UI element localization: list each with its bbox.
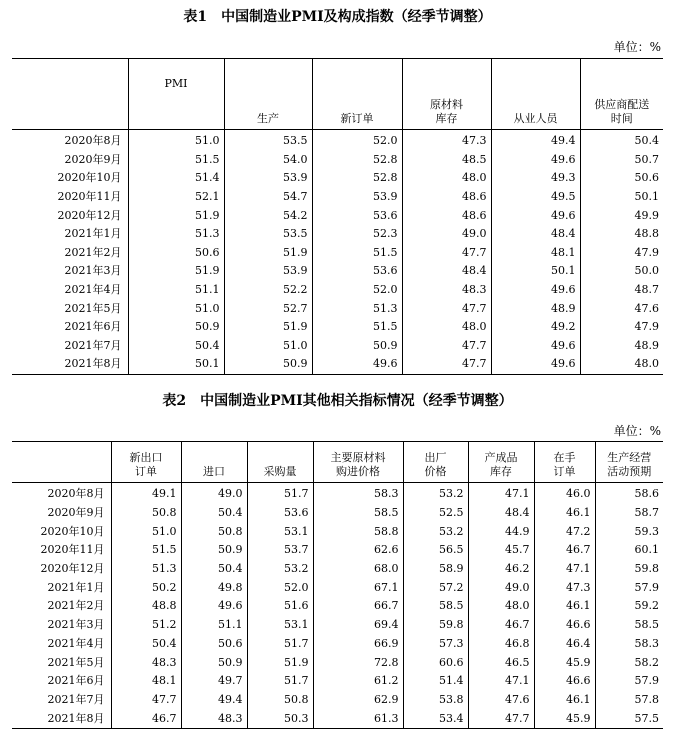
table2-row [12,635,663,654]
data-cell: 53.5 [224,225,312,244]
table1-row [12,169,663,188]
data-cell: 47.1 [468,672,534,691]
row-label: 2020年8月 [47,487,105,501]
data-cell: 66.7 [313,597,403,616]
data-cell: 52.3 [312,225,402,244]
data-cell: 46.1 [534,691,595,710]
data-cell: 51.2 [111,616,181,635]
data-cell: 53.7 [247,541,313,560]
data-cell: 49.6 [312,355,402,374]
data-cell: 49.1 [111,483,181,504]
data-cell: 47.7 [402,299,491,318]
table1-header-pmi: PMI [128,59,224,130]
data-cell: 49.6 [491,206,580,225]
data-cell: 48.8 [580,225,663,244]
table1-row [12,151,663,170]
data-cell: 45.9 [534,653,595,672]
row-label: 2021年8月 [47,711,105,725]
data-cell: 72.8 [313,653,403,672]
table1-row [12,355,663,374]
data-cell: 52.5 [403,504,468,523]
data-cell: 69.4 [313,616,403,635]
data-cell: 50.6 [181,635,247,654]
data-cell: 53.5 [224,130,312,151]
data-cell: 53.2 [247,560,313,579]
data-cell: 51.0 [111,522,181,541]
data-cell: 44.9 [468,522,534,541]
table1-row [12,130,663,151]
data-cell: 52.8 [312,169,402,188]
data-cell: 51.4 [403,672,468,691]
data-cell: 53.9 [312,188,402,207]
row-label: 2021年1月 [47,580,105,594]
data-cell: 51.9 [224,244,312,263]
data-cell: 45.9 [534,709,595,728]
data-cell: 49.4 [491,130,580,151]
table2-row [12,672,663,691]
data-cell: 53.2 [403,483,468,504]
data-cell: 51.9 [128,262,224,281]
data-cell: 49.6 [491,151,580,170]
data-cell: 58.3 [595,635,663,654]
row-label: 2021年6月 [47,674,105,688]
table1-header-new-orders: 新订单 [312,59,402,130]
data-cell: 46.7 [111,709,181,728]
data-cell: 50.4 [580,130,663,151]
data-cell: 48.4 [402,262,491,281]
data-cell: 51.9 [247,653,313,672]
row-label: 2021年4月 [47,636,105,650]
table1-row [12,262,663,281]
data-cell: 48.4 [468,504,534,523]
data-cell: 60.1 [595,541,663,560]
data-cell: 48.1 [491,244,580,263]
data-cell: 49.4 [181,691,247,710]
table2-row [12,653,663,672]
row-label: 2021年7月 [47,692,105,706]
data-cell: 50.4 [181,504,247,523]
data-cell: 50.9 [181,541,247,560]
data-cell: 47.7 [468,709,534,728]
data-cell: 58.6 [595,483,663,504]
table2-header-output-prices: 出厂 价格 [403,442,468,483]
data-cell: 48.5 [402,151,491,170]
data-cell: 50.8 [247,691,313,710]
data-cell: 52.2 [224,281,312,300]
data-cell: 46.6 [534,616,595,635]
table2-row [12,483,663,504]
data-cell: 47.7 [402,244,491,263]
data-cell: 50.9 [128,318,224,337]
row-label: 2021年2月 [47,599,105,613]
data-cell: 51.9 [224,318,312,337]
data-cell: 57.5 [595,709,663,728]
data-cell: 68.0 [313,560,403,579]
table2-header-imports: 进口 [181,442,247,483]
table2-unit: 单位：% [613,424,661,438]
table1-row [12,337,663,356]
data-cell: 48.7 [580,281,663,300]
data-cell: 50.4 [111,635,181,654]
data-cell: 46.1 [534,504,595,523]
data-cell: 52.0 [247,578,313,597]
data-cell: 49.6 [181,597,247,616]
table1-title: 表1 中国制造业PMI及构成指数（经季节调整） [183,9,492,25]
table1-unit: 单位：% [613,40,661,54]
data-cell: 46.5 [468,653,534,672]
data-cell: 59.3 [595,522,663,541]
data-cell: 51.9 [128,206,224,225]
data-cell: 48.0 [468,597,534,616]
data-cell: 53.8 [403,691,468,710]
data-cell: 57.8 [595,691,663,710]
table1-header-supplier-delivery-time: 供应商配送 时间 [580,59,663,130]
data-cell: 59.2 [595,597,663,616]
table2-row [12,560,663,579]
table2-row [12,504,663,523]
data-cell: 46.0 [534,483,595,504]
data-cell: 49.3 [491,169,580,188]
table2-row [12,578,663,597]
data-cell: 58.9 [403,560,468,579]
data-cell: 46.6 [534,672,595,691]
data-cell: 50.9 [224,355,312,374]
data-cell: 48.4 [491,225,580,244]
data-cell: 51.0 [128,130,224,151]
data-cell: 66.9 [313,635,403,654]
table1-header-raw-material-inventory: 原材料 库存 [402,59,491,130]
table2-header-purchase-quantity: 采购量 [247,442,313,483]
table1-row [12,299,663,318]
data-cell: 47.7 [402,355,491,374]
data-cell: 57.9 [595,672,663,691]
data-cell: 51.1 [181,616,247,635]
data-cell: 53.6 [312,262,402,281]
table1-header-row [12,59,663,130]
data-cell: 51.0 [128,299,224,318]
data-cell: 46.7 [468,616,534,635]
data-cell: 48.3 [181,709,247,728]
table1-row [12,188,663,207]
data-cell: 49.6 [491,355,580,374]
data-cell: 49.6 [491,337,580,356]
data-cell: 61.2 [313,672,403,691]
table1-header-employment: 从业人员 [491,59,580,130]
table1-corner-cell [12,59,128,130]
data-cell: 52.0 [312,281,402,300]
data-cell: 52.8 [312,151,402,170]
data-cell: 48.6 [402,188,491,207]
data-cell: 46.1 [534,597,595,616]
data-cell: 53.2 [403,522,468,541]
table2 [12,441,663,729]
data-cell: 51.3 [312,299,402,318]
data-cell: 49.0 [468,578,534,597]
table2-row [12,597,663,616]
data-cell: 50.4 [181,560,247,579]
data-cell: 51.5 [128,151,224,170]
data-cell: 48.8 [111,597,181,616]
table2-row [12,709,663,728]
data-cell: 53.6 [247,504,313,523]
data-cell: 50.8 [111,504,181,523]
data-cell: 53.9 [224,262,312,281]
data-cell: 54.2 [224,206,312,225]
data-cell: 51.7 [247,635,313,654]
table1-header-production: 生产 [224,59,312,130]
data-cell: 59.8 [595,560,663,579]
data-cell: 48.3 [402,281,491,300]
data-cell: 49.0 [181,483,247,504]
data-cell: 47.9 [580,318,663,337]
data-cell: 52.7 [224,299,312,318]
data-cell: 58.7 [595,504,663,523]
data-cell: 58.2 [595,653,663,672]
data-cell: 48.6 [402,206,491,225]
data-cell: 50.6 [580,169,663,188]
data-cell: 58.5 [403,597,468,616]
table2-corner-cell [12,442,111,483]
data-cell: 49.8 [181,578,247,597]
data-cell: 51.7 [247,483,313,504]
table2-row [12,616,663,635]
data-cell: 50.2 [111,578,181,597]
data-cell: 50.9 [312,337,402,356]
data-cell: 62.9 [313,691,403,710]
data-cell: 54.0 [224,151,312,170]
data-cell: 49.7 [181,672,247,691]
data-cell: 51.1 [128,281,224,300]
data-cell: 47.6 [468,691,534,710]
table1-row [12,225,663,244]
data-cell: 50.4 [128,337,224,356]
data-cell: 61.3 [313,709,403,728]
data-cell: 58.5 [313,504,403,523]
data-cell: 54.7 [224,188,312,207]
data-cell: 52.0 [312,130,402,151]
data-cell: 46.8 [468,635,534,654]
data-cell: 57.9 [595,578,663,597]
data-cell: 48.9 [491,299,580,318]
data-cell: 51.4 [128,169,224,188]
data-cell: 62.6 [313,541,403,560]
data-cell: 53.6 [312,206,402,225]
data-cell: 57.3 [403,635,468,654]
row-label: 2020年8月 [64,134,122,148]
data-cell: 51.3 [111,560,181,579]
data-cell: 48.0 [402,169,491,188]
data-cell: 45.7 [468,541,534,560]
table2-header-business-expectations: 生产经营 活动预期 [595,442,663,483]
row-label: 2020年11月 [40,543,105,557]
data-cell: 46.2 [468,560,534,579]
data-cell: 50.1 [580,188,663,207]
row-label: 2021年8月 [64,357,122,371]
data-cell: 58.8 [313,522,403,541]
table2-header-backlog-orders: 在手 订单 [534,442,595,483]
data-cell: 47.2 [534,522,595,541]
data-cell: 51.5 [111,541,181,560]
data-cell: 50.8 [181,522,247,541]
data-cell: 51.3 [128,225,224,244]
data-cell: 50.3 [247,709,313,728]
data-cell: 56.5 [403,541,468,560]
row-label: 2021年7月 [64,338,122,352]
row-label: 2020年12月 [57,208,122,222]
table2-header-new-export-orders: 新出口 订单 [111,442,181,483]
data-cell: 58.3 [313,483,403,504]
data-cell: 47.3 [402,130,491,151]
table2-header-input-prices: 主要原材料 购进价格 [313,442,403,483]
data-cell: 50.9 [181,653,247,672]
table1 [12,58,663,375]
table2-header-row [12,442,663,483]
row-label: 2020年12月 [40,562,105,576]
table1-row [12,318,663,337]
table2-row [12,522,663,541]
data-cell: 53.1 [247,616,313,635]
data-cell: 49.6 [491,281,580,300]
data-cell: 47.3 [534,578,595,597]
data-cell: 59.8 [403,616,468,635]
data-cell: 58.5 [595,616,663,635]
data-cell: 57.2 [403,578,468,597]
table1-row [12,206,663,225]
data-cell: 53.1 [247,522,313,541]
data-cell: 48.0 [402,318,491,337]
row-label: 2021年5月 [64,301,122,315]
data-cell: 46.7 [534,541,595,560]
data-cell: 67.1 [313,578,403,597]
table2-row [12,541,663,560]
data-cell: 47.6 [580,299,663,318]
data-cell: 53.4 [403,709,468,728]
data-cell: 48.3 [111,653,181,672]
data-cell: 48.0 [580,355,663,374]
row-label: 2020年11月 [57,190,122,204]
data-cell: 49.5 [491,188,580,207]
data-cell: 50.1 [491,262,580,281]
data-cell: 60.6 [403,653,468,672]
data-cell: 49.0 [402,225,491,244]
data-cell: 51.5 [312,318,402,337]
table1-row [12,281,663,300]
row-label: 2021年6月 [64,320,122,334]
row-label: 2021年3月 [64,264,122,278]
data-cell: 48.9 [580,337,663,356]
table2-header-finished-goods-inventory: 产成品 库存 [468,442,534,483]
data-cell: 49.2 [491,318,580,337]
data-cell: 47.7 [402,337,491,356]
row-label: 2021年2月 [64,245,122,259]
row-label: 2021年3月 [47,618,105,632]
data-cell: 47.9 [580,244,663,263]
row-label: 2020年10月 [57,171,122,185]
data-cell: 48.1 [111,672,181,691]
table2-row [12,691,663,710]
data-cell: 51.6 [247,597,313,616]
data-cell: 50.1 [128,355,224,374]
data-cell: 51.0 [224,337,312,356]
data-cell: 47.1 [534,560,595,579]
row-label: 2020年9月 [64,152,122,166]
data-cell: 51.7 [247,672,313,691]
table1-row [12,244,663,263]
row-label: 2020年9月 [47,506,105,520]
data-cell: 53.9 [224,169,312,188]
data-cell: 52.1 [128,188,224,207]
table2-title: 表2 中国制造业PMI其他相关指标情况（经季节调整） [162,393,513,409]
data-cell: 51.5 [312,244,402,263]
row-label: 2021年5月 [47,655,105,669]
data-cell: 50.0 [580,262,663,281]
data-cell: 49.9 [580,206,663,225]
row-label: 2021年4月 [64,283,122,297]
row-label: 2021年1月 [64,227,122,241]
data-cell: 50.7 [580,151,663,170]
data-cell: 46.4 [534,635,595,654]
data-cell: 50.6 [128,244,224,263]
data-cell: 47.7 [111,691,181,710]
data-cell: 47.1 [468,483,534,504]
row-label: 2020年10月 [40,524,105,538]
